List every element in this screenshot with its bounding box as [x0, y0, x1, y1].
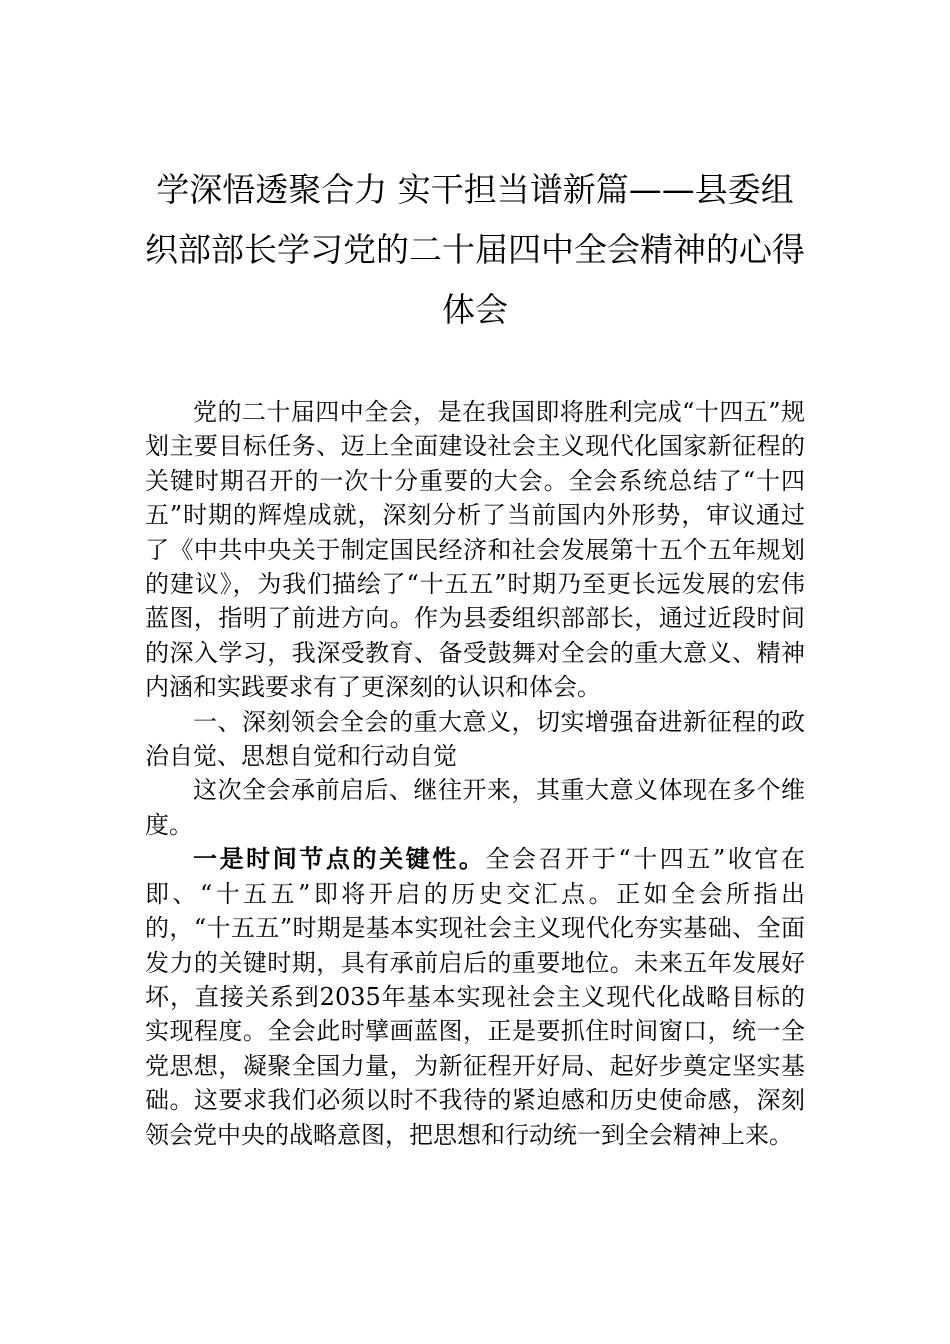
section-heading: 一、深刻领会全会的重大意义，切实增强奋进新征程的政治自觉、思想自觉和行动自觉 — [145, 707, 805, 771]
point-paragraph — [145, 842, 805, 1152]
document-title: 学深悟透聚合力 实干担当谱新篇——县委组织部部长学习党的二十届四中全会精神的心得体会 — [145, 170, 805, 329]
section-intro-paragraph: 这次全会承前启后、继往开来，其重大意义体现在多个维度。 — [145, 776, 805, 839]
point-text: 全会召开于“十四五”收官在即、“十五五”即将开启的历史交汇点。正如全会所指出的，“十五五”时期是基本实现社会主义现代化夯实基础、全面发力的关键时期，具有承前启后的重要地位。未来五年发展好坏，直接关系到2035年基本实现社会主义现代化战略目标的实现程度。全会此时擘画蓝图，正是要抓住时间窗口，统一全党思想，凝聚全国力量，为新征程开好局、起好步奠定坚实基础。这要求我们必须以时不我待的紧迫感和历史使命感，深刻领会党中央的战略意图，把思想和行动统一到全会精神上来。 — [145, 845, 805, 1149]
document-body — [145, 395, 805, 1152]
intro-paragraph: 党的二十届四中全会，是在我国即将胜利完成“十四五”规划主要目标任务、迈上全面建设社会主义现代化国家新征程的关键时期召开的一次十分重要的大会。全会系统总结了“十四五”时期的辉煌成就，深刻分析了当前国内外形势，审议通过了《中共中央关于制定国民经济和社会发展第十五个五年规划的建议》，为我们描绘了“十五五”时期乃至更长远发展的宏伟蓝图，指明了前进方向。作为县委组织部部长，通过近段时间的深入学习，我深受教育、备受鼓舞对全会的重大意义、精神内涵和实践要求有了更深刻的认识和体会。 — [145, 398, 805, 702]
point-lead: 一是时间节点的关键性。 — [193, 845, 486, 874]
